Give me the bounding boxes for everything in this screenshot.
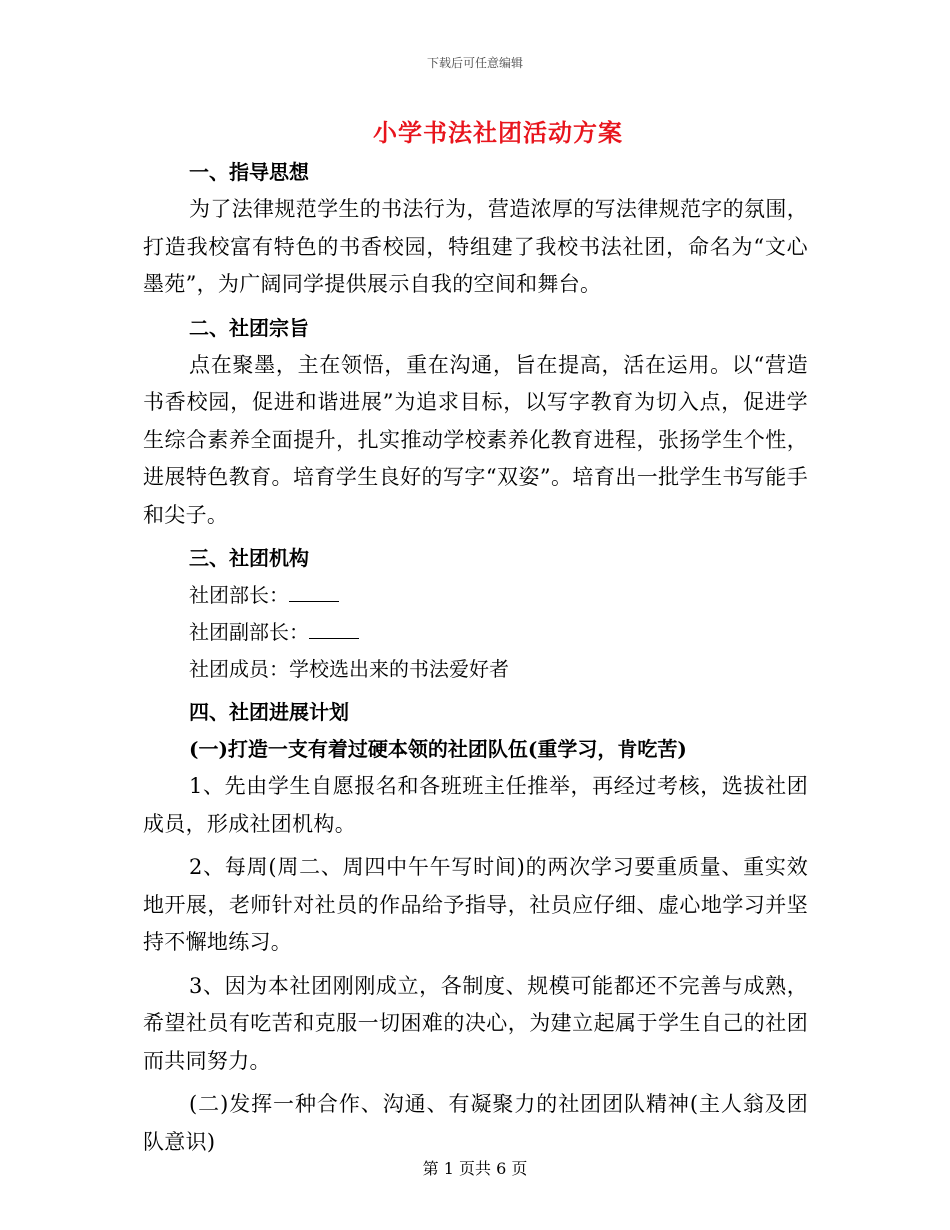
section-heading-development-plan: 四、社团进展计划	[189, 700, 349, 724]
club-deputy-blank	[309, 620, 359, 639]
paragraph-guiding-ideology: 为了法律规范学生的书法行为，营造浓厚的写法律规范字的氛围，打造我校富有特色的书香校园，特组建了我校书法社团，命名为“文心墨苑”，为广阔同学提供展示自我的空间和舞台。	[143, 197, 808, 296]
document-title: 小学书法社团活动方案	[373, 118, 623, 147]
club-deputy-line	[143, 614, 808, 651]
header-note: 下载后可任意编辑	[426, 56, 523, 70]
plan-item-1: 1、先由学生自愿报名和各班班主任推举，再经过考核，选拔社团成员，形成社团机构。	[143, 774, 808, 836]
plan-item-2: 2、每周(周二、周四中午午写时间)的两次学习要重质量、重实效地开展，老师针对社员的作品给予指导，社员应仔细、虚心地学习并坚持不懈地练习。	[143, 855, 808, 954]
section-heading-guiding-ideology: 一、指导思想	[189, 160, 309, 184]
subheading-build-team: (一)打造一支有着过硬本领的社团队伍(重学习，肯吃苦)	[189, 737, 687, 761]
section-heading-club-structure: 三、社团机构	[189, 546, 309, 570]
subheading-team-spirit: (二)发挥一种合作、沟通、有凝聚力的社团团队精神(主人翁及团队意识)	[143, 1092, 808, 1154]
section-heading-club-purpose: 二、社团宗旨	[189, 315, 309, 340]
page-number-footer: 第 1 页共 6 页	[422, 1159, 528, 1178]
club-director-label: 社团部长：	[189, 583, 289, 607]
club-deputy-label: 社团副部长：	[189, 620, 309, 644]
club-members-line: 社团成员：学校选出来的书法爱好者	[189, 657, 509, 681]
plan-item-3: 3、因为本社团刚刚成立，各制度、规模可能都还不完善与成熟，希望社员有吃苦和克服一切困难的决心，为建立起属于学生自己的社团而共同努力。	[143, 973, 808, 1073]
club-director-blank	[289, 583, 339, 602]
paragraph-club-purpose: 点在聚墨，主在领悟，重在沟通，旨在提高，活在运用。以“营造书香校园，促进和谐进展”为追求目标，以写字教育为切入点，促进学生综合素养全面提升，扎实推动学校素养化教育进程，张扬学生个性，进展特色教育。培育学生良好的写字“双姿”。培育出一批学生书写能手和尖子。	[143, 352, 808, 527]
document-body	[143, 154, 808, 1161]
club-director-line	[143, 577, 808, 614]
